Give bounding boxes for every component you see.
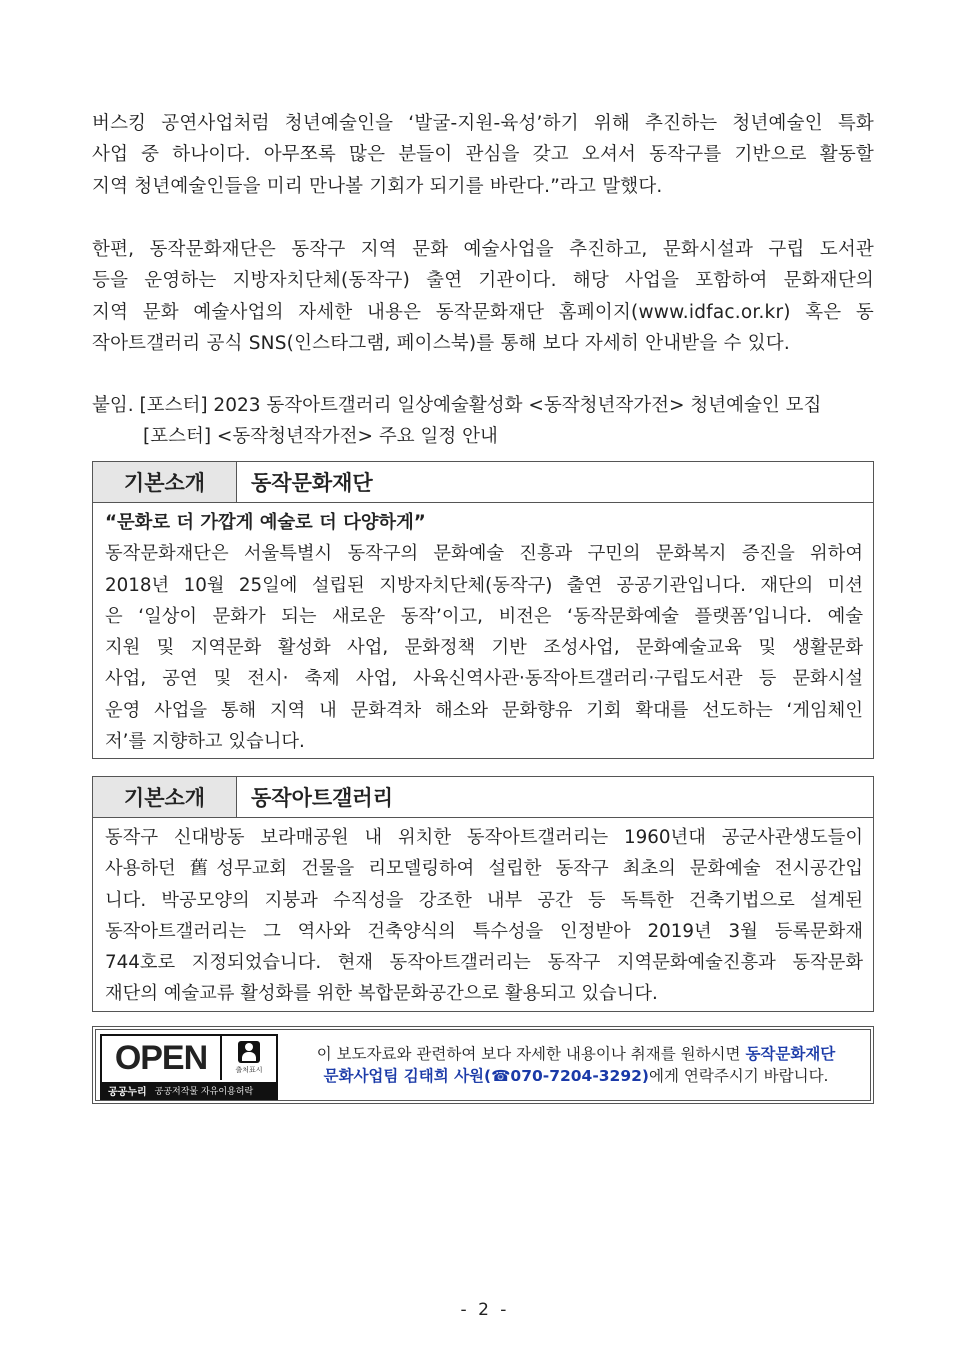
attachments-list — [92, 390, 821, 453]
text-line: 동작아트갤러리는 그 역사와 건축양식의 특수성을 인정받아 2019년 3월 등록문화재 — [105, 920, 863, 942]
text-line: 작아트갤러리 공식 SNS(인스타그램, 페이스북)를 통해 보다 자세히 안내받을 수 있다. — [92, 332, 790, 354]
text-line: 지역 청년예술인들을 미리 만나볼 기회가 되기를 바란다.”라고 말했다. — [92, 175, 663, 197]
text-line: 사업 중 하나이다. 아무쪼록 많은 분들이 관심을 갖고 오셔서 동작구를 기반으로 활동할 — [92, 144, 874, 166]
text-line: 은 ‘일상이 문화가 되는 새로운 동작’이고, 비전은 ‘동작문화예술 플랫폼’입니다. 예술 — [105, 605, 863, 627]
box-label: 기본소개 — [93, 462, 237, 502]
text-line: 사용하던 舊성무교회 건물을 리모델링하여 설립한 동작구 최초의 문화예술 전시공간입 — [105, 858, 863, 880]
kogl-open-license-logo — [100, 1034, 278, 1100]
open-wordmark: OPEN — [102, 1036, 222, 1080]
text-line: 한편, 동작문화재단은 동작구 지역 문화 예술사업을 추진하고, 문화시설과 구립 도서관 — [92, 239, 874, 260]
contact-organization: 동작문화재단 — [745, 1045, 836, 1063]
ogl-description: 공공저작물 자유이용허락 — [154, 1086, 254, 1097]
paragraph-quote-continuation — [92, 108, 874, 202]
text-line: 동작문화재단은 서울특별시 동작구의 문화예술 진흥과 구민의 문화복지 증진을 위하여 — [105, 543, 863, 565]
box-body — [93, 818, 873, 1016]
intro-box-gallery — [92, 776, 874, 1012]
text-line: 744호로 지정되었습니다. 현재 동작아트갤러리는 동작구 지역문화예술진흥과 동작문화 — [105, 952, 863, 974]
attribution-mark — [222, 1036, 276, 1080]
text-line: 운영 사업을 통해 지역 내 문화격차 해소와 문화향유 기회 확대를 선도하는 ‘게임체인 — [105, 699, 863, 721]
text-line: 니다. 박공모양의 지붕과 수직성을 강조한 내부 공간 등 독특한 건축기법으로 설계된 — [105, 889, 863, 911]
slogan: “문화로 더 가깝게 예술로 더 다양하게” — [105, 512, 426, 533]
attribution-caption: 출처표시 — [235, 1066, 263, 1074]
contact-prefix: 이 보도자료와 관련하여 보다 자세한 내용이나 취재를 원하시면 — [316, 1045, 741, 1063]
text-line: 재단의 예술교류 활성화를 위한 복합문화공간으로 활용되고 있습니다. — [105, 983, 658, 1005]
contact-person: 문화사업팀 김태희 사원(☎070-7204-3292) — [323, 1067, 649, 1085]
box-title: 동작아트갤러리 — [251, 786, 394, 810]
text-line: 2018년 10월 25일에 설립된 지방자치단체(동작구) 출연 공공기관입니다. 재단의 미션 — [105, 574, 863, 596]
text-line: 등을 운영하는 지방자치단체(동작구) 출연 기관이다. 해당 사업을 포함하여 문화재단의 — [92, 270, 874, 292]
text-line: 버스킹 공연사업처럼 청년예술인을 ‘발굴-지원-육성’하기 위해 추진하는 청년예술인 특화 — [92, 113, 874, 134]
attachment-item: 붙임. [포스터] 2023 동작아트갤러리 일상예술활성화 <동작청년작가전> 청년예술인 모집 — [92, 395, 822, 416]
contact-footer — [92, 1026, 874, 1104]
paragraph-foundation-info — [92, 234, 874, 359]
intro-box-foundation — [92, 461, 874, 759]
contact-suffix: 에게 연락주시기 바랍니다. — [649, 1067, 829, 1085]
attachment-item: [포스터] <동작청년작가전> 주요 일정 안내 — [143, 426, 498, 448]
box-body — [93, 503, 873, 763]
text-line: 사업, 공연 및 전시· 축제 사업, 사육신역사관·동작아트갤러리·구립도서관 등 문화시설 — [105, 668, 863, 690]
person-icon — [238, 1041, 260, 1063]
ogl-bottom-bar — [102, 1082, 276, 1098]
text-line: 지역 문화 예술사업의 자세한 내용은 동작문화재단 홈페이지(www.idfac.or.kr) 혹은 동 — [92, 301, 874, 323]
text-line: 저’를 지향하고 있습니다. — [105, 731, 305, 753]
box-title: 동작문화재단 — [251, 471, 373, 495]
page-number: - 2 - — [460, 1300, 510, 1320]
ogl-brand: 공공누리 — [108, 1086, 147, 1098]
text-line: 동작구 신대방동 보라매공원 내 위치한 동작아트갤러리는 1960년대 공군사관생도들이 — [105, 827, 863, 848]
box-header — [93, 462, 873, 503]
contact-text — [289, 1043, 863, 1087]
box-header — [93, 777, 873, 818]
box-label: 기본소개 — [93, 777, 237, 817]
text-line: 지원 및 지역문화 활성화 사업, 문화정책 기반 조성사업, 문화예술교육 및 생활문화 — [105, 637, 863, 659]
